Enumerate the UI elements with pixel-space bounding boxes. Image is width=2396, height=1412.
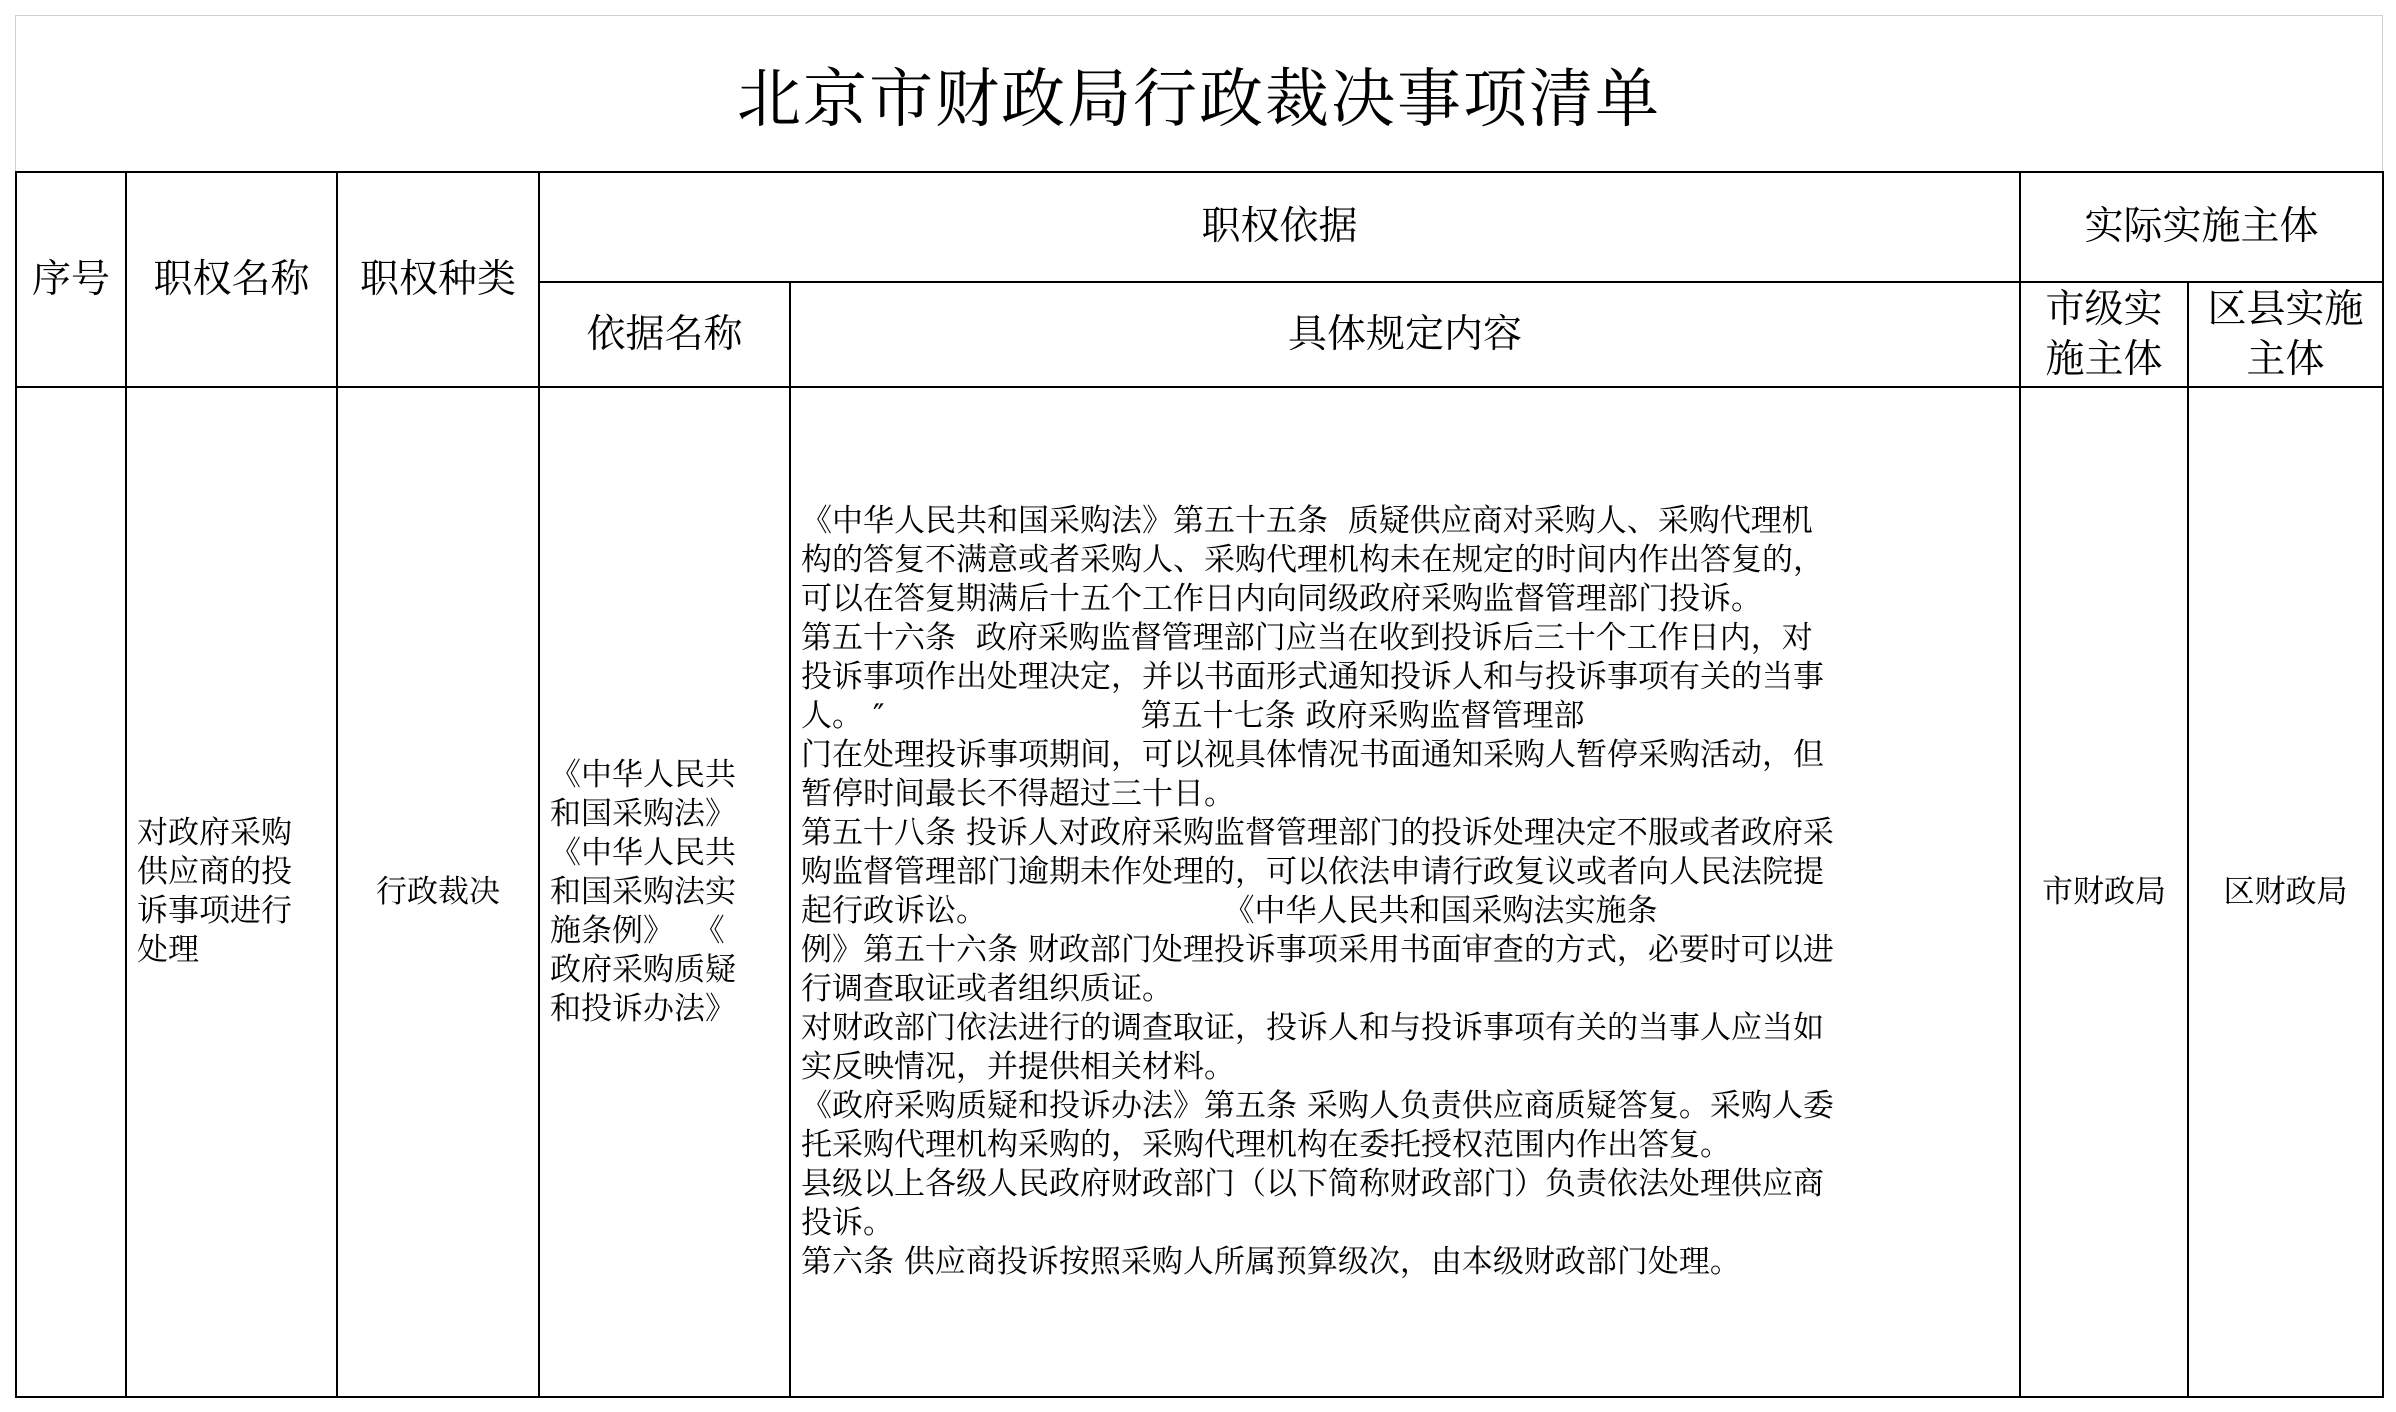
row-seq: [17, 388, 125, 1396]
row-district-body: 区财政局: [2223, 873, 2348, 910]
header-district-body: 区县实施 主体: [2207, 286, 2364, 382]
grid-line: [2382, 171, 2384, 1398]
row-specific-content: [791, 388, 2019, 1396]
header-authority-basis: 职权依据: [1201, 204, 1358, 249]
row-city-body: 市财政局: [2042, 873, 2166, 910]
header-seq: 序号: [31, 256, 110, 302]
row-authority-type: 行政裁决: [376, 873, 500, 910]
header-basis-name: 依据名称: [586, 311, 743, 357]
page-title: 北京市财政局行政裁决事项清单: [737, 62, 1661, 137]
grid-line: [15, 1396, 2384, 1398]
header-authority-type: 职权种类: [359, 256, 516, 302]
grid-line: [2382, 15, 2383, 173]
header-city-body: 市级实 施主体: [2045, 286, 2163, 382]
specific-content-text: 《中华人民共和国采购法》第五十五条 质疑供应商对采购人、采购代理机 构的答复不满意或者采购人、采购代理机构未在规定的时间内作出答复的， 可以在答复期满后十五个工作日内向同级政府采购监督管理部门投诉。 第五十六条 政府采购监督管理部门应当在收到投诉后三十个工作日内，对 投诉事项作出处理决定，并以书面形式通知投诉人和与投诉事项有关的当事 人。 ″ 第五十七条 政府采购监督管理部 门在处理投诉事项期间，可以视具体情况书面通知采购人暂停采购活动，但 暂停时间最长不得超过三十日。 第五十八条 投诉人对政府采购监督管理部门的投诉处理决定不服或者政府采 购监督管理部门逾期未作处理的，可以依法申请行政复议或者向人民法院提 起行政诉讼。 《中华人民共和国采购法实施条 例》第五十六条 财政部门处理投诉事项采用书面审查的方式，必要时可以进 行调查取证或者组织质证。 对财政部门依法进行的调查取证，投诉人和与投诉事项有关的当事人应当如 实反映情况，并提供相关材料。 《政府采购质疑和投诉办法》第五条 采购人负责供应商质疑答复。采购人委 托采购代理机构采购的，采购代理机构在委托授权范围内作出答复。 县级以上各级人民政府财政部门（以下简称财政部门）负责依法处理供应商 投诉。 第六条 供应商投诉按照采购人所属预算级次，由本级财政部门处理。: [801, 503, 1834, 1280]
basis-name-text: 《中华人民共 和国采购法》 《中华人民共 和国采购法实 施条例》 《 政府采购质疑 和投诉办法》: [550, 756, 736, 1027]
header-authority-name: 职权名称: [153, 256, 310, 302]
header-actual-body: 实际实施主体: [2084, 204, 2319, 249]
row-basis-name: [540, 388, 789, 1396]
header-specific-content: 具体规定内容: [1287, 311, 1522, 357]
authority-name-text: 对政府采购 供应商的投 诉事项进行 处理: [137, 815, 292, 968]
row-authority-name: [127, 388, 336, 1396]
